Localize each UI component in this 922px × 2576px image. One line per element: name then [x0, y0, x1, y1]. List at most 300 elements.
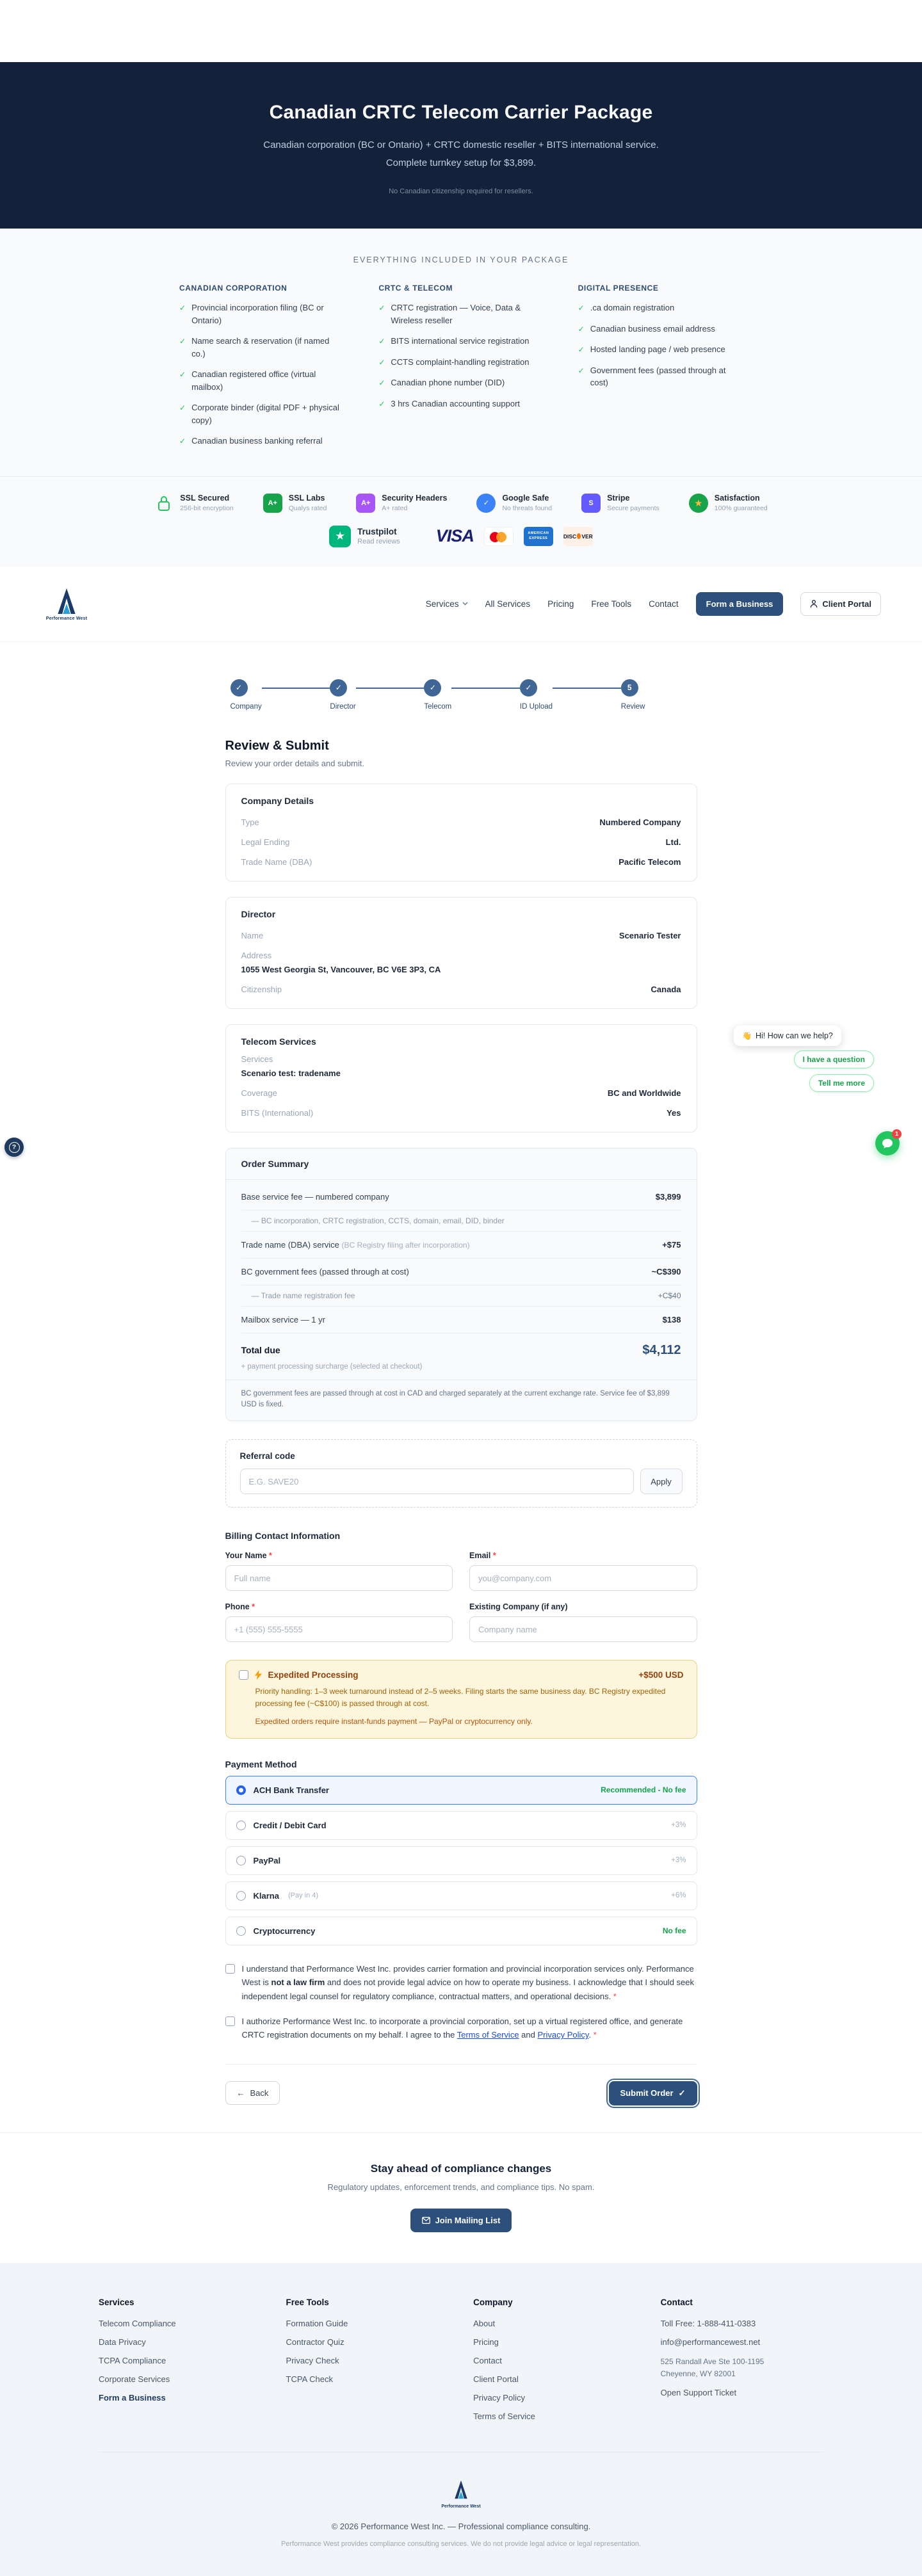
badge-subtitle: Secure payments — [607, 504, 659, 512]
nav-all-services[interactable] — [485, 599, 531, 609]
star-icon: ★ — [689, 494, 708, 513]
badge-satisfaction — [689, 494, 768, 513]
detail-row — [241, 832, 681, 852]
payment-option-fee: No fee — [662, 1926, 686, 1936]
phone-field-group — [225, 1602, 453, 1642]
nav-pricing[interactable] — [547, 599, 574, 609]
lock-icon — [154, 494, 174, 513]
item-text: .ca domain registration — [590, 303, 675, 312]
submit-label: Submit Order — [620, 2088, 674, 2098]
total-row — [241, 1333, 681, 1359]
step-done-icon: ✓ — [230, 679, 248, 696]
name-input[interactable] — [225, 1565, 453, 1591]
detail-row — [241, 852, 681, 872]
row-label: Type — [241, 817, 259, 827]
list-item — [179, 302, 344, 326]
check-icon: ✓ — [378, 303, 385, 312]
row-value: Scenario test: tradename — [241, 1068, 341, 1078]
client-portal-button[interactable] — [800, 592, 881, 616]
footer-column-services — [99, 2298, 286, 2430]
footer-link[interactable]: Telecom Compliance — [99, 2318, 176, 2328]
visa-logo: VISA — [435, 526, 474, 545]
list-item — [578, 302, 743, 314]
item-text: CRTC registration — Voice, Data & Wireless reseller — [391, 303, 521, 325]
required-mark: * — [269, 1551, 272, 1561]
footer-support-ticket-link[interactable]: Open Support Ticket — [660, 2388, 737, 2398]
row-label: Trade Name (DBA) — [241, 857, 312, 867]
list-item — [378, 398, 543, 410]
row-value: ~C$390 — [651, 1266, 681, 1276]
acknowledgement-item — [225, 1962, 697, 2003]
newsletter-section — [0, 2132, 922, 2263]
row-label: Coverage — [241, 1088, 277, 1098]
acknowledgement-text: I understand that Performance West Inc. provides carrier formation and provincial incorporation services only. Performance West is not a law firm and does not provide legal advice on how to operate my business. I acknowledge that I should seek independent legal counsel for regulatory compliance, contractual matters, and operational decisions. * — [241, 1963, 694, 2001]
badge-ssl-labs — [263, 494, 327, 513]
footer-link[interactable]: Pricing — [473, 2337, 499, 2347]
included-column-corporation — [179, 284, 344, 456]
card-title: Director — [241, 908, 276, 919]
chat-quick-options — [794, 1051, 874, 1092]
badge-subtitle: No threats found — [502, 504, 553, 512]
envelope-icon — [422, 2217, 430, 2224]
wave-icon: 👋 — [742, 1031, 752, 1040]
column-title: CRTC & TELECOM — [378, 284, 453, 293]
summary-subrow — [241, 1285, 681, 1307]
list-item — [179, 368, 344, 393]
referral-label: Referral code — [239, 1451, 295, 1461]
company-details-card — [225, 784, 697, 881]
form-actions — [225, 2065, 697, 2132]
item-text: 3 hrs Canadian accounting support — [391, 398, 521, 408]
order-summary-card — [225, 1148, 697, 1422]
radio-icon — [236, 1821, 246, 1830]
footer-link[interactable]: Contractor Quiz — [286, 2337, 344, 2347]
step-done-icon: ✓ — [330, 679, 347, 696]
footer-logo-icon — [451, 2479, 471, 2500]
row-value: Ltd. — [665, 837, 681, 847]
shield-check-icon: ✓ — [476, 494, 496, 513]
badge-title: Security Headers — [382, 494, 448, 503]
step-connector — [262, 688, 330, 689]
item-text: CCTS complaint-handling registration — [391, 357, 530, 367]
bold-text: not a law firm — [271, 1977, 325, 1988]
hero-subtitle: Canadian corporation (BC or Ontario) + CRTC domestic reseller + BITS international service. Complete turnkey setup for $3,899. — [263, 140, 659, 168]
step-done-icon: ✓ — [520, 679, 537, 696]
section-subtitle: Review your order details and submit. — [225, 758, 364, 768]
trustpilot-subtitle: Read reviews — [357, 538, 400, 545]
badge-title: Google Safe — [502, 494, 549, 503]
check-icon: ✓ — [179, 370, 186, 379]
navbar — [0, 567, 922, 642]
nav-link-label: Contact — [649, 599, 679, 609]
referral-code-card — [225, 1439, 697, 1508]
section-title: Payment Method — [225, 1759, 297, 1769]
column-title: CANADIAN CORPORATION — [179, 284, 287, 293]
list-item — [179, 401, 344, 426]
newsletter-title: Stay ahead of compliance changes — [370, 2162, 552, 2175]
badge-subtitle: Qualys rated — [288, 504, 327, 512]
badge-title: Stripe — [607, 494, 630, 503]
trustpilot-badge[interactable] — [329, 526, 400, 547]
nav-link-label: Free Tools — [591, 599, 632, 609]
check-icon: ✓ — [578, 345, 585, 354]
expedited-price: +$500 USD — [638, 1670, 684, 1680]
radio-icon — [236, 1926, 246, 1936]
mastercard-logo — [484, 527, 514, 546]
discover-text: DISC — [563, 533, 577, 540]
summary-row — [241, 1184, 681, 1211]
aplus-icon: A+ — [263, 494, 282, 513]
item-text: Canadian phone number (DID) — [391, 378, 505, 387]
field-label: Your Name * — [225, 1551, 272, 1561]
trust-badges — [0, 477, 922, 515]
step-id-upload[interactable] — [520, 679, 553, 711]
row-value: Numbered Company — [599, 817, 681, 827]
back-button[interactable] — [225, 2081, 280, 2105]
check-icon: ✓ — [378, 337, 385, 346]
section-title: Billing Contact Information — [225, 1531, 341, 1542]
footer-link[interactable]: Corporate Services — [99, 2374, 170, 2384]
payment-logos — [0, 515, 922, 567]
summary-row — [241, 1307, 681, 1333]
list-item — [179, 435, 344, 447]
payment-option-label: Credit / Debit Card — [253, 1820, 327, 1830]
check-icon: ✓ — [179, 337, 186, 346]
list-item — [378, 356, 543, 369]
item-text: Corporate binder (digital PDF + physical copy) — [191, 403, 339, 425]
review-header — [225, 739, 697, 768]
row-label-note: (BC Registry filing after incorporation) — [341, 1240, 470, 1250]
hero-note: No Canadian citizenship required for resellers. — [389, 188, 533, 195]
payment-option-ach[interactable] — [225, 1776, 697, 1805]
check-icon: ✓ — [678, 2088, 686, 2098]
row-value: Scenario Tester — [619, 930, 681, 940]
footer-link[interactable]: Data Privacy — [99, 2337, 146, 2347]
total-label: Total due — [241, 1345, 280, 1355]
check-icon: ✓ — [378, 378, 385, 387]
summary-footnote: BC government fees are passed through at cost in CAD and charged separately at the current exchange rate. Service fee of $3,899 USD is fixed. — [226, 1380, 697, 1421]
badge-stripe — [581, 494, 659, 513]
radio-icon — [236, 1856, 246, 1865]
footer-phone[interactable]: Toll Free: 1-888-411-0383 — [660, 2318, 756, 2328]
brand-name: Performance West — [45, 616, 88, 621]
telecom-services-card — [225, 1024, 697, 1132]
detail-row — [241, 1083, 681, 1103]
item-text: Government fees (passed through at cost) — [590, 365, 726, 387]
check-icon: ✓ — [179, 403, 186, 412]
billing-section — [225, 1531, 697, 1642]
discover-logo — [563, 527, 593, 546]
existing-company-input[interactable] — [469, 1616, 697, 1642]
row-value: $3,899 — [655, 1191, 681, 1202]
check-icon: ✓ — [378, 357, 385, 367]
footer-link[interactable]: Privacy Check — [286, 2355, 339, 2365]
footer-link[interactable]: About — [473, 2318, 496, 2328]
row-label: BITS (International) — [241, 1107, 314, 1118]
nav-link-label: Pricing — [547, 599, 574, 609]
list-item — [179, 335, 344, 360]
trustpilot-star-icon: ★ — [329, 526, 351, 547]
existing-company-field-group — [469, 1602, 697, 1642]
join-mailing-list-button[interactable] — [410, 2209, 512, 2232]
required-mark: * — [492, 1551, 496, 1561]
authorization-text: I authorize Performance West Inc. to incorporate a provincial corporation, set up a virtual registered office, and generate CRTC registration documents on my behalf. I agree to the Terms of Service and Privacy Policy. * — [241, 2017, 683, 2040]
included-column-digital — [578, 284, 743, 456]
check-icon: ✓ — [179, 303, 186, 312]
list-item — [378, 376, 543, 389]
badge-title: SSL Secured — [180, 494, 230, 503]
authorize-checkbox[interactable] — [225, 2017, 235, 2026]
step-label: ID Upload — [519, 702, 553, 711]
not-law-firm-checkbox[interactable] — [225, 1964, 235, 1974]
submit-order-button[interactable] — [609, 2081, 697, 2105]
footer-link[interactable]: Terms of Service — [473, 2411, 535, 2421]
list-item — [578, 364, 743, 389]
nav-free-tools[interactable] — [591, 599, 631, 609]
badge-subtitle: A+ rated — [382, 504, 408, 512]
footer-email[interactable]: info@performancewest.net — [660, 2337, 761, 2347]
row-label: — BC incorporation, CRTC registration, CCTS, domain, email, DID, binder — [251, 1216, 505, 1225]
field-label: Email * — [469, 1551, 496, 1561]
row-value: Yes — [667, 1107, 681, 1118]
join-mailing-list-label: Join Mailing List — [435, 2215, 501, 2225]
required-mark: * — [593, 2030, 597, 2040]
item-text: Hosted landing page / web presence — [590, 344, 725, 354]
section-title: Review & Submit — [225, 738, 329, 753]
list-item — [578, 343, 743, 356]
email-field-group — [469, 1551, 697, 1591]
footer-column-free-tools — [286, 2298, 474, 2430]
step-done-icon: ✓ — [424, 679, 441, 696]
payment-option-klarna[interactable] — [225, 1881, 697, 1910]
detail-row — [241, 812, 681, 832]
expedited-checkbox[interactable] — [239, 1670, 248, 1680]
footer-link[interactable]: Client Portal — [473, 2374, 519, 2384]
question-icon: ? — [9, 1142, 20, 1153]
newsletter-subtitle: Regulatory updates, enforcement trends, and compliance tips. No spam. — [327, 2182, 595, 2192]
detail-row — [241, 946, 681, 979]
step-review[interactable] — [621, 679, 645, 711]
payment-option-fee: +3% — [671, 1856, 686, 1865]
expedited-title: Expedited Processing — [268, 1670, 359, 1680]
nav-link-label: All Services — [485, 599, 531, 609]
nav-link-label: Services — [425, 599, 459, 609]
payment-option-fee: Recommended - No fee — [601, 1785, 686, 1795]
hero-section — [0, 62, 922, 229]
chat-greeting-bubble[interactable] — [734, 1026, 841, 1046]
badge-subtitle: 256-bit encryption — [180, 504, 234, 512]
expedited-payment-note: Expedited orders require instant-funds payment — PayPal or cryptocurrency only. — [255, 1716, 533, 1726]
row-value: +C$40 — [658, 1291, 681, 1300]
badge-title: SSL Labs — [288, 494, 325, 503]
footer-column-title: Free Tools — [286, 2297, 329, 2307]
help-fab-button[interactable] — [4, 1138, 24, 1157]
field-label: Phone * — [225, 1602, 255, 1612]
card-title: Company Details — [241, 795, 314, 806]
discover-ball-icon — [577, 533, 581, 539]
item-text: Provincial incorporation filing (BC or Ontario) — [191, 303, 324, 325]
unread-badge: 1 — [892, 1129, 902, 1139]
step-director[interactable] — [330, 679, 355, 711]
step-label: Review — [620, 702, 645, 711]
row-label: Legal Ending — [241, 837, 290, 847]
step-connector — [553, 688, 621, 689]
payment-option-card[interactable] — [225, 1811, 697, 1840]
chevron-down-icon — [462, 602, 468, 606]
step-telecom[interactable] — [424, 679, 451, 711]
step-company[interactable] — [230, 679, 262, 711]
top-spacer — [0, 0, 922, 62]
row-label: Trade name (DBA) service (BC Registry filing after incorporation) — [241, 1239, 470, 1250]
nav-services[interactable] — [426, 599, 468, 609]
included-section — [0, 229, 922, 567]
apply-button[interactable]: Apply — [640, 1469, 683, 1494]
terms-of-service-link[interactable]: Terms of Service — [457, 2030, 519, 2040]
expedited-description: Priority handling: 1–3 week turnaround instead of 2–5 weeks. Filing starts the same business day. BC Registry expedited processing fee (~C$100) is passed through at cost. — [255, 1687, 666, 1709]
item-text: Canadian registered office (virtual mailbox) — [191, 369, 316, 392]
disclaimer-text: Performance West provides compliance consulting services. We do not provide legal advice or legal representation. — [280, 2540, 642, 2548]
client-portal-label: Client Portal — [822, 599, 871, 609]
row-value: Pacific Telecom — [619, 857, 681, 867]
authorization-item — [225, 2015, 697, 2042]
row-label: Base service fee — numbered company — [241, 1191, 389, 1202]
badge-security-headers — [356, 494, 447, 513]
item-text: BITS international service registration — [391, 336, 530, 346]
row-value: $138 — [662, 1314, 681, 1324]
referral-code-input[interactable] — [240, 1469, 634, 1494]
payment-option-label: Klarna — [253, 1890, 279, 1901]
row-value: BC and Worldwide — [607, 1088, 681, 1098]
check-icon: ✓ — [578, 303, 585, 312]
amex-logo: AMERICAN EXPRESS — [524, 527, 553, 546]
footer-brand-name: Performance West — [441, 2504, 481, 2509]
footer-link-form-a-business[interactable]: Form a Business — [99, 2392, 166, 2403]
legal-section — [225, 1962, 697, 2042]
step-label: Telecom — [424, 702, 452, 711]
chat-option-tell-more[interactable]: Tell me more — [809, 1074, 874, 1092]
stripe-icon: S — [581, 494, 601, 513]
radio-icon — [236, 1891, 246, 1901]
radio-selected-icon — [236, 1785, 246, 1795]
privacy-policy-link[interactable]: Privacy Policy — [537, 2030, 589, 2040]
lightning-icon — [255, 1670, 262, 1680]
footer-column-contact — [661, 2298, 823, 2430]
row-value: 1055 West Georgia St, Vancouver, BC V6E 3P3, CA — [241, 964, 441, 974]
row-label: BC government fees (passed through at cost) — [241, 1266, 409, 1276]
payment-option-crypto[interactable] — [225, 1917, 697, 1945]
payment-option-fee: +3% — [671, 1821, 686, 1830]
row-label: Services — [241, 1054, 273, 1064]
footer-link[interactable]: TCPA Check — [286, 2374, 333, 2384]
row-label: Address — [241, 950, 272, 960]
payment-option-paypal[interactable] — [225, 1846, 697, 1875]
included-heading: EVERYTHING INCLUDED IN YOUR PACKAGE — [353, 255, 569, 264]
payment-option-label: ACH Bank Transfer — [253, 1785, 329, 1795]
total-note: + payment processing surcharge (selected at checkout) — [241, 1362, 423, 1371]
required-mark: * — [613, 1991, 617, 2001]
list-item — [378, 335, 543, 348]
logo-icon — [53, 587, 80, 615]
chat-greeting-text: Hi! How can we help? — [755, 1031, 833, 1040]
field-label: Existing Company (if any) — [469, 1602, 568, 1612]
form-a-business-button[interactable]: Form a Business — [696, 592, 784, 616]
footer-link[interactable]: TCPA Compliance — [99, 2355, 166, 2365]
check-icon: ✓ — [179, 437, 186, 446]
expedited-processing-box — [225, 1660, 697, 1739]
row-value: Canada — [651, 984, 681, 994]
row-value: +$75 — [662, 1239, 681, 1250]
footer-link[interactable]: Contact — [473, 2355, 502, 2365]
main-content — [225, 642, 697, 2132]
back-arrow-icon: ← — [236, 2088, 245, 2098]
footer-link[interactable]: Formation Guide — [286, 2318, 348, 2328]
footer — [0, 2263, 922, 2576]
detail-row — [241, 926, 681, 946]
list-item — [578, 323, 743, 335]
card-title: Telecom Services — [241, 1036, 316, 1047]
footer-link[interactable]: Privacy Policy — [473, 2392, 525, 2403]
step-connector — [356, 688, 425, 689]
payment-option-fee: +6% — [671, 1892, 686, 1900]
included-column-crtc — [378, 284, 543, 456]
back-label: Back — [250, 2088, 269, 2098]
step-label: Company — [230, 702, 262, 711]
director-card — [225, 897, 697, 1009]
chat-option-question[interactable]: I have a question — [794, 1051, 874, 1068]
trustpilot-title: Trustpilot — [357, 527, 397, 536]
badge-google-safe — [476, 494, 552, 513]
person-icon — [810, 600, 818, 608]
list-item — [378, 302, 543, 326]
phone-input[interactable] — [225, 1616, 453, 1642]
page-title: Canadian CRTC Telecom Carrier Package — [269, 102, 653, 123]
step-connector — [451, 688, 520, 689]
discover-text: VER — [581, 533, 593, 540]
footer-address: 525 Randall Ave Ste 100-1195 Cheyenne, WY 82001 — [660, 2356, 764, 2379]
row-label: Citizenship — [241, 984, 282, 994]
item-text: Name search & reservation (if named co.) — [191, 336, 330, 358]
summary-row — [241, 1259, 681, 1285]
included-columns — [179, 284, 743, 456]
chat-bubble-icon — [882, 1138, 893, 1149]
summary-row — [241, 1232, 681, 1259]
badge-title: Satisfaction — [714, 494, 760, 503]
row-label: — Trade name registration fee — [251, 1291, 355, 1300]
chat-fab-button[interactable] — [875, 1131, 900, 1155]
card-title: Order Summary — [226, 1148, 697, 1180]
brand-logo[interactable] — [41, 587, 92, 621]
nav-contact[interactable] — [649, 599, 679, 609]
check-icon: ✓ — [378, 399, 385, 408]
required-mark: * — [252, 1602, 255, 1612]
detail-row — [241, 979, 681, 999]
detail-row — [241, 1053, 681, 1083]
email-input[interactable] — [469, 1565, 697, 1591]
row-label: Name — [241, 930, 264, 940]
payment-option-sublabel: (Pay in 4) — [287, 1892, 319, 1900]
total-value: $4,112 — [642, 1342, 681, 1357]
payment-method-section — [225, 1759, 697, 1945]
footer-column-title: Contact — [660, 2297, 693, 2307]
payment-option-label: Cryptocurrency — [253, 1926, 316, 1936]
copyright-text: © 2026 Performance West Inc. — Professional compliance consulting. — [331, 2521, 591, 2531]
aplus-icon: A+ — [356, 494, 375, 513]
detail-row — [241, 1103, 681, 1123]
item-text: Canadian business email address — [590, 323, 715, 334]
progress-steps — [230, 679, 645, 711]
column-title: DIGITAL PRESENCE — [578, 284, 659, 293]
footer-column-title: Services — [99, 2297, 134, 2307]
